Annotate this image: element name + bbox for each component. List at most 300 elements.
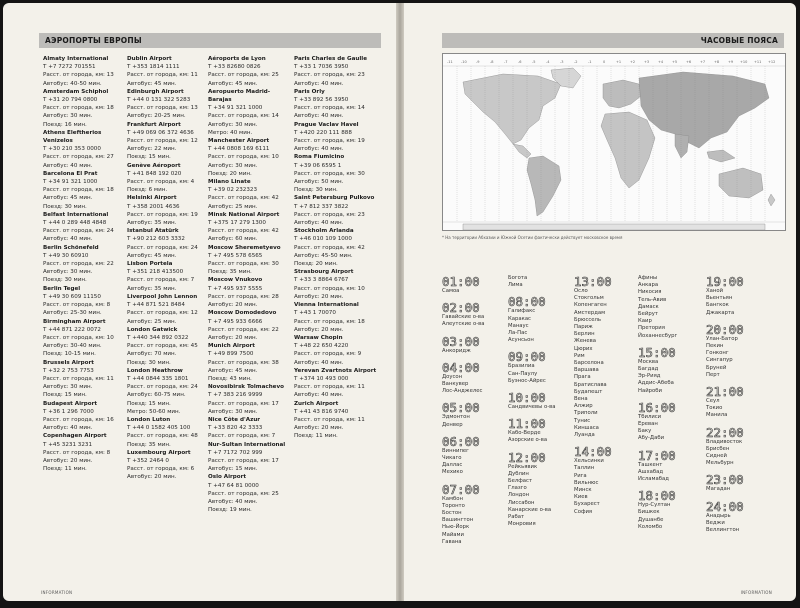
airport-name: Istanbul Atatürk [127, 228, 179, 235]
timezone-block [442, 483, 504, 546]
airport-name: London Gatwick [127, 326, 178, 333]
timezone-city: Манаус [508, 322, 529, 329]
timezone-city: Тбилиси [638, 413, 662, 420]
timezone-time: 11:00 [508, 416, 546, 432]
airport-detail: Поезд: 11 мин. [294, 433, 338, 440]
airport-detail: T +45 3231 3231 [43, 441, 93, 448]
airport-entry [43, 359, 127, 400]
airport-entry [294, 194, 378, 227]
book-spine [396, 3, 404, 601]
airport-name: Brussels Airport [43, 359, 94, 366]
timezone-block [442, 401, 504, 428]
airport-detail: Автобус: 40 мин. [43, 162, 93, 169]
airport-detail: Расст. от города, км: 11 [127, 72, 198, 79]
airport-detail: Автобус: 20 мин. [294, 293, 344, 300]
timezone-city: Богота [508, 275, 528, 281]
timezone-block [638, 401, 700, 443]
airport-entry [208, 441, 292, 474]
airport-name: Frankfurt Airport [127, 121, 181, 128]
timezone-block [442, 361, 504, 396]
timezone-city: Найроби [638, 387, 662, 394]
airport-detail: Автобус: 70 мин. [127, 351, 177, 358]
airport-detail: Автобус: 60-75 мин. [127, 392, 186, 399]
airport-detail: T +7 495 933 6666 [208, 318, 263, 325]
timezone-city: Токио [706, 405, 723, 412]
airport-detail: Расст. от города, км: 11 [294, 416, 365, 423]
world-map-graphic [443, 54, 785, 230]
airport-detail: Расст. от города, км: 12 [127, 310, 198, 317]
timezone-city: Ханой [706, 288, 724, 294]
airport-detail: T +44 871 521 8484 [127, 302, 185, 309]
svg-text:+11: +11 [754, 60, 762, 64]
airport-detail: T +34 91 321 1000 [208, 105, 263, 112]
timezone-city: Минск [574, 487, 592, 494]
airport-detail: Автобус: 40 мин. [294, 359, 344, 366]
timezone-city: Сеул [706, 398, 720, 405]
airport-detail: Расст. от города, км: 6 [127, 466, 195, 473]
timezone-city: Владивосток [706, 438, 743, 445]
timezone-city: Рейкьявик [508, 463, 538, 470]
airport-detail: Автобус: 45 мин. [127, 80, 177, 87]
timezone-city: Эдмонтон [442, 414, 470, 421]
airport-entry [294, 153, 378, 194]
airport-detail: T +44 0 1582 405 100 [127, 425, 191, 432]
airport-detail: Расст. от города, км: 22 [208, 326, 279, 333]
timezone-city: Москва [638, 358, 659, 365]
airport-detail: T +7 383 216 9999 [208, 392, 263, 399]
airport-entry [127, 293, 211, 326]
timezone-city: Бухарест [574, 501, 600, 508]
timezone-city: Лос-Анджелес [442, 388, 483, 395]
airport-detail: T +48 22 650 4220 [294, 343, 349, 350]
right-page [404, 3, 796, 601]
airport-entry [43, 285, 127, 318]
timezone-city: Лиссабон [508, 499, 535, 506]
airport-detail: Расст. от города, км: 8 [43, 449, 111, 456]
timezone-time: 07:00 [442, 481, 480, 497]
svg-text:+7: +7 [700, 60, 706, 64]
airport-entry [127, 194, 211, 227]
airport-detail: Расст. от города, км: 22 [43, 261, 114, 268]
timezone-city: Бостон [442, 510, 462, 517]
airport-entry [294, 301, 378, 334]
airport-detail: Автобус: 40-50 мин. [43, 80, 102, 87]
airport-detail: Поезд: 10-15 мин. [43, 351, 96, 358]
airport-detail: T +374 10 493 000 [294, 375, 349, 382]
airport-detail: Автобус: 40 мин. [294, 392, 344, 399]
timezone-city: Самоа [442, 288, 460, 294]
svg-text:+12: +12 [768, 60, 776, 64]
airport-entry [208, 137, 292, 178]
timezone-city: Белфаст [508, 478, 533, 485]
airport-detail: Расст. от города, км: 28 [208, 293, 279, 300]
airport-name: Milano Linate [208, 179, 251, 186]
svg-text:-10: -10 [461, 60, 467, 64]
timezone-block [508, 451, 570, 529]
timezone-city: Претория [638, 325, 665, 332]
airport-detail: Расст. от города, км: 38 [208, 359, 279, 366]
airport-entry [127, 227, 211, 260]
timezone-column [508, 275, 570, 534]
timezone-block [574, 275, 636, 439]
timezone-city: Тунис [574, 417, 591, 424]
timezone-time: 10:00 [508, 390, 546, 406]
timezone-city: Чикаго [442, 455, 462, 462]
timezone-time: 18:00 [638, 488, 676, 504]
airport-entry [127, 449, 211, 482]
airport-name: Helsinki Airport [127, 195, 177, 202]
airport-detail: Расст. от города, км: 30 [294, 170, 365, 177]
timezone-city: Прага [574, 374, 591, 381]
airport-column [127, 55, 211, 482]
airport-detail: T +34 91 321 1000 [43, 179, 98, 186]
airport-name: Dublin Airport [127, 56, 172, 62]
airport-detail: Метро: 50-60 мин. [127, 408, 181, 415]
timezone-city: Исламабад [638, 476, 669, 483]
timezone-block [442, 301, 504, 328]
airport-name: Warsaw Chopin [294, 334, 343, 341]
airport-detail: Расст. от города, км: 19 [127, 211, 198, 218]
timezone-city: Алжир [574, 403, 593, 410]
airport-entry [208, 416, 292, 441]
svg-text:-1: -1 [588, 60, 592, 64]
timezone-time: 04:00 [442, 359, 480, 375]
airport-name: Aeropuerto Madrid-Barajas [208, 88, 271, 104]
timezone-time: 14:00 [574, 444, 612, 460]
timezone-city: Рига [574, 472, 587, 479]
svg-text:-7: -7 [504, 60, 508, 64]
timezone-city: Триполи [574, 410, 598, 417]
timezone-time: 19:00 [706, 274, 744, 289]
airport-detail: Расст. от города, км: 42 [208, 195, 279, 202]
timezone-city: Буэнос-Айрес [508, 377, 546, 384]
timezone-city: Стокгольм [574, 295, 604, 302]
timezone-city: Перт [706, 371, 720, 378]
airport-entry [208, 244, 292, 277]
airport-name: Barcelona El Prat [43, 170, 98, 177]
airport-detail: Автобус: 15 мин. [208, 466, 258, 473]
airport-name: Moscow Sheremetyevo [208, 244, 281, 251]
airport-detail: Расст. от города, км: 48 [127, 433, 198, 440]
airport-detail: Автобус: 35 мин. [127, 220, 177, 227]
timezone-city: Баку [638, 428, 652, 435]
airport-detail: Метро: 40 мин. [208, 129, 253, 136]
airport-detail: Поезд: 15 мин. [127, 400, 171, 407]
airport-name: Edinburgh Airport [127, 88, 184, 95]
svg-text:-5: -5 [532, 60, 536, 64]
airport-entry [127, 416, 211, 449]
timezone-city: Рабат [508, 514, 525, 521]
airport-name: Lisbon Portela [127, 261, 173, 268]
airport-name: Zurich Airport [294, 400, 339, 407]
timezone-time: 06:00 [442, 433, 480, 449]
timezone-time: 15:00 [638, 344, 676, 360]
timezone-city: Галифакс [508, 308, 536, 315]
airport-name: Moscow Domodedovo [208, 310, 277, 317]
airport-detail: Автобус: 30 мин. [208, 408, 258, 415]
airport-detail: Автобус: 45 мин. [43, 195, 93, 202]
svg-text:+3: +3 [644, 60, 650, 64]
timezone-city: Брюссель [574, 316, 602, 323]
airport-entry [294, 268, 378, 301]
airport-name: Yerevan Zvartnots Airport [294, 367, 377, 374]
timezone-city: Нью-Йорк [442, 524, 470, 531]
airport-detail: Автобус: 40 мин. [294, 80, 344, 87]
airport-detail: Поезд: 20 мин. [208, 170, 252, 177]
airport-detail: T +420 220 111 888 [294, 129, 352, 136]
airport-entry [294, 227, 378, 268]
airport-entry [43, 55, 127, 88]
airport-detail: Расст. от города, км: 18 [294, 318, 365, 325]
timezone-city: Сингапур [706, 357, 733, 364]
airport-detail: Автобус: 25-30 мин. [43, 310, 102, 317]
airport-detail: T +351 218 413500 [127, 269, 184, 276]
airport-detail: Автобус: 30-40 мин. [43, 343, 102, 350]
timezone-city: Торонто [442, 502, 465, 509]
timezone-city: Копенгаген [574, 302, 607, 309]
airport-detail: Расст. от города, км: 13 [127, 105, 198, 112]
timezone-city: Сан-Паулу [508, 370, 538, 377]
airport-detail: T +49 30 60910 [43, 252, 89, 259]
timezones-title: ЧАСОВЫЕ ПОЯСА [442, 33, 784, 48]
airport-name: Luxembourg Airport [127, 449, 191, 456]
timezone-city: Виннипег [442, 447, 469, 454]
airport-detail: Расст. от города, км: 10 [208, 154, 279, 161]
timezone-city: Будапешт [574, 388, 603, 395]
airport-detail: Автобус: 25 мин. [127, 318, 177, 325]
timezone-time: 08:00 [508, 294, 546, 310]
airport-detail: Расст. от города, км: 7 [127, 277, 195, 284]
timezone-city: Джакарта [706, 309, 735, 316]
timezone-city: Багдад [638, 366, 659, 373]
timezone-block [706, 385, 768, 420]
airport-detail: Автобус: 30 мин. [208, 121, 258, 128]
airport-entry [294, 121, 378, 154]
airport-entry [43, 170, 127, 211]
timezone-city: Женева [574, 338, 597, 345]
timezone-city: Гавайские о-ва [442, 314, 485, 321]
svg-text:+2: +2 [630, 60, 636, 64]
airport-name: Belfast International [43, 211, 109, 218]
timezone-block [508, 295, 570, 344]
airport-detail: Поезд: 15 мин. [127, 154, 171, 161]
airport-name: Genève Aéroport [127, 162, 181, 169]
airport-detail: Автобус: 30 мин. [43, 113, 93, 120]
svg-text:-8: -8 [490, 60, 494, 64]
airport-detail: Расст. от города, км: 7 [208, 433, 276, 440]
timezone-city: Хельсинки [574, 458, 604, 465]
airport-name: Oslo Airport [208, 474, 247, 481]
airport-name: Paris Orly [294, 88, 325, 95]
airport-name: London Heathrow [127, 367, 183, 374]
timezone-time: 22:00 [706, 424, 744, 440]
airport-detail: T +7 7272 701551 [43, 64, 96, 71]
airport-entry [208, 276, 292, 309]
airport-entry [43, 432, 127, 473]
airport-name: Berlin Schönefeld [43, 244, 99, 251]
airport-detail: T +33 1 7036 3950 [294, 64, 349, 71]
airport-detail: Расст. от города, км: 8 [43, 302, 111, 309]
airport-detail: Расст. от города, км: 18 [43, 187, 114, 194]
airport-detail: T +39 02 232323 [208, 187, 258, 194]
airport-detail: T +44 0808 169 6111 [208, 146, 270, 153]
timezone-block [638, 489, 700, 531]
timezone-time: 03:00 [442, 333, 480, 349]
timezone-block [508, 417, 570, 444]
svg-text:+10: +10 [740, 60, 748, 64]
svg-text:+6: +6 [686, 60, 692, 64]
timezone-city: Монровия [508, 521, 536, 528]
timezone-city: Таллин [574, 465, 595, 472]
airport-name: Stockholm Arlanda [294, 228, 354, 235]
airport-name: Almaty International [43, 56, 109, 62]
airport-entry [294, 334, 378, 367]
timezone-city: Доусон [442, 373, 463, 380]
airport-detail: T +7 495 578 6565 [208, 252, 263, 259]
svg-text:-6: -6 [518, 60, 522, 64]
timezone-column [574, 275, 636, 522]
airport-detail: T +7 812 337 3822 [294, 203, 349, 210]
left-footer: INFORMATION [41, 590, 73, 595]
timezone-city: Мельбурн [706, 460, 734, 467]
timezone-block [508, 350, 570, 385]
airport-name: Minsk National Airport [208, 211, 280, 218]
timezone-city: Абу-Даби [638, 435, 665, 442]
airport-detail: Расст. от города, км: 4 [127, 179, 195, 186]
right-footer: INFORMATION [740, 590, 772, 595]
airport-detail: Автобус: 35 мин. [127, 285, 177, 292]
airport-detail: T +44 0 289 448 4848 [43, 220, 107, 227]
timezone-city: Манила [706, 412, 728, 419]
timezone-city: Азорские о-ва [508, 437, 548, 444]
svg-text:+9: +9 [728, 60, 734, 64]
timezone-city: Берлин [574, 331, 595, 338]
timezone-city: Ванкувер [442, 381, 469, 388]
timezone-city: Вена [574, 396, 588, 403]
map-footnote: * На территории Абхазии и Южной Осетии фактически действует московское время [442, 235, 623, 240]
airport-detail: Автобус: 25 мин. [208, 203, 258, 210]
timezone-city: Майами [442, 531, 464, 538]
airport-detail: Автобус: 40 мин. [294, 220, 344, 227]
airport-detail: Поезд: 30 мин. [127, 359, 171, 366]
airport-detail: T +41 848 192 020 [127, 170, 182, 177]
airport-detail: Расст. от города, км: 24 [127, 244, 198, 251]
timezone-city: Рим [574, 352, 585, 359]
timezone-time: 02:00 [442, 300, 480, 316]
timezone-time: 24:00 [706, 498, 744, 514]
timezone-city: Бишкек [638, 509, 660, 516]
airport-name: Paris Charles de Gaulle [294, 56, 368, 62]
airport-detail: Расст. от города, км: 17 [208, 457, 279, 464]
airport-name: Amsterdam Schiphol [43, 88, 109, 95]
airport-entry [127, 121, 211, 162]
airport-detail: Автобус: 20 мин. [127, 474, 177, 481]
airport-detail: Поезд: 19 мин. [208, 507, 252, 514]
airport-entry [208, 309, 292, 342]
timezone-city: Веджи [706, 519, 725, 526]
timezone-city: Алеутские о-ва [442, 321, 485, 328]
airport-entry [43, 318, 127, 359]
timezone-time: 17:00 [638, 447, 676, 463]
timezone-column [442, 275, 504, 552]
airport-name: London Luton [127, 416, 171, 423]
timezone-time: 05:00 [442, 400, 480, 416]
timezone-city: Варшава [574, 367, 599, 374]
airport-entry [208, 88, 292, 137]
airport-detail: T +440 344 892 0322 [127, 334, 189, 341]
airport-detail: Расст. от города, км: 24 [43, 228, 114, 235]
airport-detail: T +47 64 81 0000 [208, 482, 259, 489]
timezone-city: Камбон [442, 495, 463, 502]
airport-detail: T +352 2464 0 [127, 457, 169, 464]
airport-detail: Автобус: 22 мин. [127, 146, 177, 153]
airport-detail: Поезд: 35 мин. [208, 269, 252, 276]
timezone-block [442, 435, 504, 477]
airport-name: Nur-Sultan International [208, 441, 286, 448]
timezone-city: Асунсьон [508, 337, 534, 344]
timezone-block [706, 500, 768, 535]
airport-entry [294, 88, 378, 121]
timezone-city: Анкара [638, 282, 659, 289]
airport-detail: Расст. от города, км: 24 [127, 384, 198, 391]
timezone-city: Киншаса [574, 424, 599, 431]
timezone-city: Цюрих [574, 345, 593, 352]
airport-detail: T +44 0 131 322 5283 [127, 97, 191, 104]
timezone-city: Йоханнесбург [638, 332, 678, 339]
airport-detail: Автобус: 45 мин. [208, 80, 258, 87]
airport-detail: Расст. от города, км: 14 [294, 105, 365, 112]
airport-detail: Расст. от города, км: 13 [43, 72, 114, 79]
svg-text:+4: +4 [658, 60, 664, 64]
airport-detail: Автобус: 30 мин. [43, 384, 93, 391]
airport-entry [43, 400, 127, 433]
timezone-city: Сидней [706, 453, 727, 460]
airport-detail: Расст. от города, км: 12 [127, 138, 198, 145]
airport-detail: Расст. от города, км: 42 [208, 228, 279, 235]
airport-detail: Поезд: 30 мин. [43, 203, 87, 210]
timezone-column [638, 275, 700, 537]
airport-detail: Автобус: 40 мин. [294, 146, 344, 153]
airport-detail: Расст. от города, км: 19 [294, 138, 365, 145]
airport-name: Saint Petersburg Pulkovo [294, 195, 375, 202]
airport-entry [127, 162, 211, 195]
airport-detail: T +90 212 603 3332 [127, 236, 185, 243]
timezone-city: Магадан [706, 486, 731, 493]
svg-text:+1: +1 [616, 60, 622, 64]
svg-text:0: 0 [603, 60, 606, 64]
airport-detail: T +375 17 279 1300 [208, 220, 266, 227]
timezone-city: Глазго [508, 485, 527, 492]
timezone-time: 20:00 [706, 321, 744, 337]
timezone-city: Бейрут [638, 311, 658, 318]
airport-detail: T +33 892 56 3950 [294, 97, 349, 104]
airport-detail: Поезд: 15 мин. [43, 392, 87, 399]
airport-detail: T +41 43 816 9740 [294, 408, 349, 415]
timezone-city: Дамаск [638, 303, 659, 310]
airport-detail: T +32 2 753 7753 [43, 367, 94, 374]
timezone-city: Париж [574, 324, 593, 331]
timezone-block [508, 391, 570, 411]
airport-entry [208, 473, 292, 514]
airport-detail: Автобус: 20-25 мин. [127, 113, 186, 120]
airport-detail: Автобус: 30 мин. [208, 162, 258, 169]
airport-name: Moscow Vnukovo [208, 277, 263, 284]
airport-detail: T +44 871 222 0072 [43, 326, 101, 333]
airport-detail: Автобус: 45 мин. [127, 252, 177, 259]
svg-text:-11: -11 [447, 60, 453, 64]
timezone-block [442, 335, 504, 355]
airport-entry [294, 400, 378, 441]
